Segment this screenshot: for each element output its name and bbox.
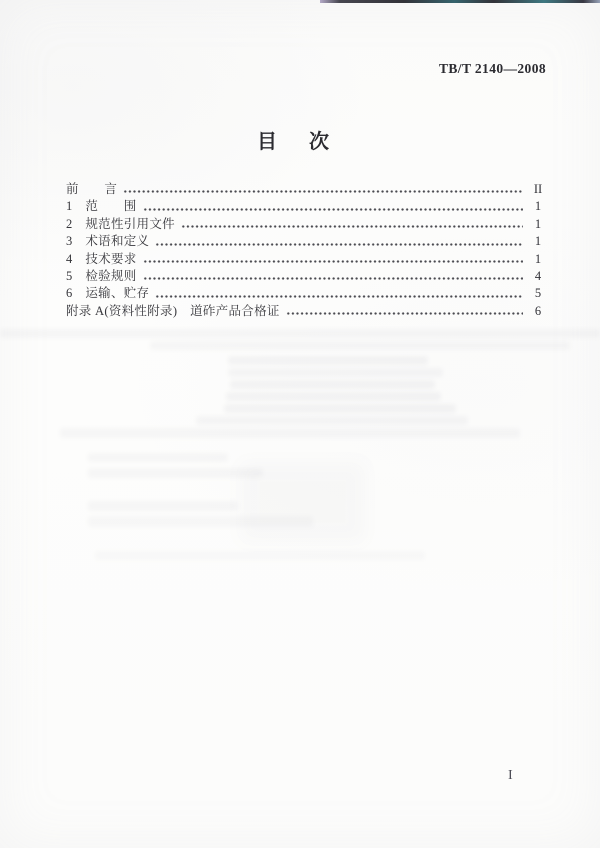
- toc-entry: [66, 233, 548, 250]
- toc-page-number: 1: [534, 199, 542, 214]
- toc-entry-label: 附录 A(资料性附录) 道砟产品合格证: [66, 303, 280, 318]
- toc-dot-leader: [181, 216, 523, 233]
- toc-dot-leader: [143, 268, 523, 285]
- toc-entry-label: 6 运输、贮存: [66, 286, 150, 301]
- toc-entry: [66, 285, 548, 302]
- page-number: I: [508, 768, 514, 783]
- toc-page-number: 5: [534, 286, 542, 301]
- page-title: 目 次: [257, 131, 335, 153]
- toc-entry: [66, 251, 548, 268]
- toc-dot-leader: [143, 251, 523, 268]
- toc-dot-leader: [143, 198, 523, 215]
- toc-entry: [66, 303, 548, 320]
- toc-entry: [66, 268, 548, 285]
- toc-entry: [66, 181, 548, 198]
- toc-dot-leader: [155, 233, 523, 250]
- toc-entry-label: 4 技术要求: [66, 251, 137, 266]
- toc-page-number: II: [533, 182, 543, 196]
- scan-edge-artifact: [320, 0, 600, 3]
- toc-dot-leader: [155, 285, 523, 302]
- toc-page-number: 1: [534, 251, 542, 266]
- standard-number: TB/T 2140—2008: [439, 61, 546, 76]
- toc-dot-leader: [123, 181, 523, 198]
- toc-entry-label: 前 言: [66, 182, 118, 196]
- document-header: [439, 61, 546, 77]
- toc-entry: [66, 216, 548, 233]
- toc-page-number: 1: [534, 216, 542, 231]
- toc-page-number: 1: [534, 234, 542, 249]
- toc-entry: [66, 198, 548, 215]
- toc-entry-label: 2 规范性引用文件: [66, 216, 175, 231]
- table-of-contents: [66, 181, 548, 320]
- toc-dot-leader: [286, 303, 523, 320]
- toc-page-number: 4: [534, 268, 542, 283]
- toc-entry-label: 1 范 围: [66, 199, 137, 214]
- toc-entry-label: 5 检验规则: [66, 268, 137, 283]
- toc-entry-label: 3 术语和定义: [66, 234, 150, 249]
- toc-page-number: 6: [534, 303, 542, 318]
